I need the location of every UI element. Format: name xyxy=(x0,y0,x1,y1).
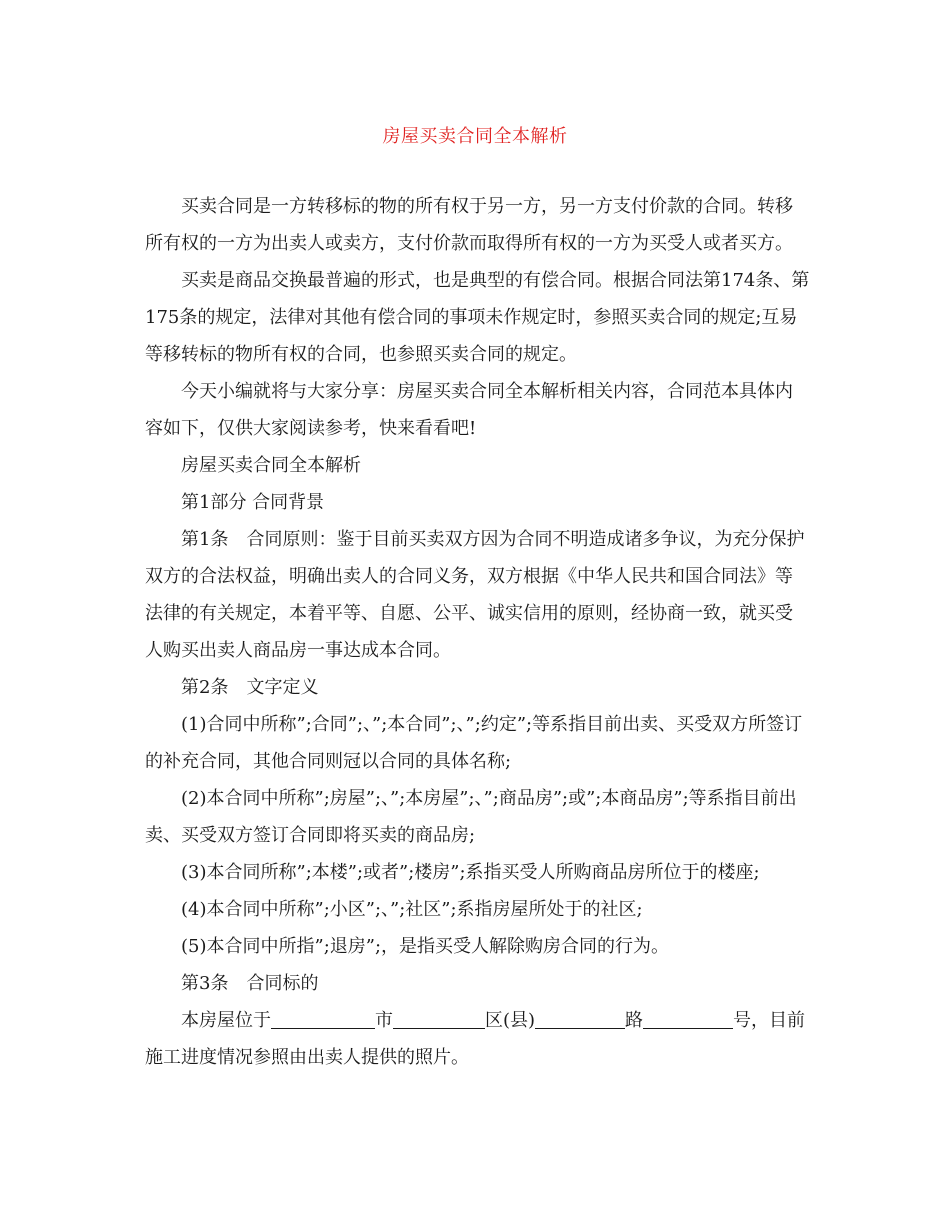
district-blank[interactable] xyxy=(393,1008,485,1029)
paragraph-intro-1: 买卖合同是一方转移标的物的所有权于另一方，另一方支付价款的合同。转移所有权的一方为出卖人或卖方，支付价款而取得所有权的一方为买受人或者买方。 xyxy=(145,196,793,254)
definition-2: (2)本合同中所称”;房屋”;、”;本房屋”;、”;商品房”;或”;本商品房”;等系指目前出卖、买受双方签订合同即将买卖的商品房; xyxy=(145,788,797,846)
city-blank[interactable] xyxy=(271,1008,375,1029)
paragraph-intro-3: 今天小编就将与大家分享：房屋买卖合同全本解析相关内容，合同范本具体内容如下，仅供大家阅读参考，快来看看吧! xyxy=(145,381,793,439)
part-1-heading: 第1部分 合同背景 xyxy=(181,492,325,513)
article-1: 第1条 合同原则：鉴于目前买卖双方因为合同不明造成诸多争议，为充分保护双方的合法权益，明确出卖人的合同义务，双方根据《中华人民共和国合同法》等法律的有关规定，本着平等、自愿、公平、诚实信用的原则，经协商一致，就买受人购买出卖人商品房一事达成本合同。 xyxy=(145,529,805,661)
address-number-label: 号，目前施工进度情况参照由出卖人提供的照片。 xyxy=(145,1010,806,1068)
address-district-label: 区(县) xyxy=(485,1010,536,1031)
definition-1: (1)合同中所称”;合同”;、”;本合同”;、”;约定”;等系指目前出卖、买受双方所签订的补充合同，其他合同则冠以合同的具体名称; xyxy=(145,714,803,772)
section-heading: 房屋买卖合同全本解析 xyxy=(181,455,361,476)
article-3-heading: 第3条 合同标的 xyxy=(181,973,319,994)
number-blank[interactable] xyxy=(643,1008,733,1029)
definition-5: (5)本合同中所指”;退房”;，是指买受人解除购房合同的行为。 xyxy=(181,936,670,957)
address-city-label: 市 xyxy=(375,1010,393,1031)
paragraph-intro-2: 买卖是商品交换最普遍的形式，也是典型的有偿合同。根据合同法第174条、第175条的规定，法律对其他有偿合同的事项未作规定时，参照买卖合同的规定;互易等移转标的物所有权的合同，也参照买卖合同的规定。 xyxy=(145,270,810,365)
article-2-heading: 第2条 文字定义 xyxy=(181,677,319,698)
definition-3: (3)本合同所称”;本楼”;或者”;楼房”;系指买受人所购商品房所位于的楼座; xyxy=(181,862,760,883)
definition-4: (4)本合同中所称”;小区”;、”;社区”;系指房屋所处于的社区; xyxy=(181,899,643,920)
address-prefix: 本房屋位于 xyxy=(181,1010,271,1031)
address-road-label: 路 xyxy=(625,1010,644,1031)
road-blank[interactable] xyxy=(535,1008,625,1029)
address-clause xyxy=(145,1002,810,1076)
document-title: 房屋买卖合同全本解析 xyxy=(382,126,568,147)
document-body xyxy=(145,188,810,1076)
